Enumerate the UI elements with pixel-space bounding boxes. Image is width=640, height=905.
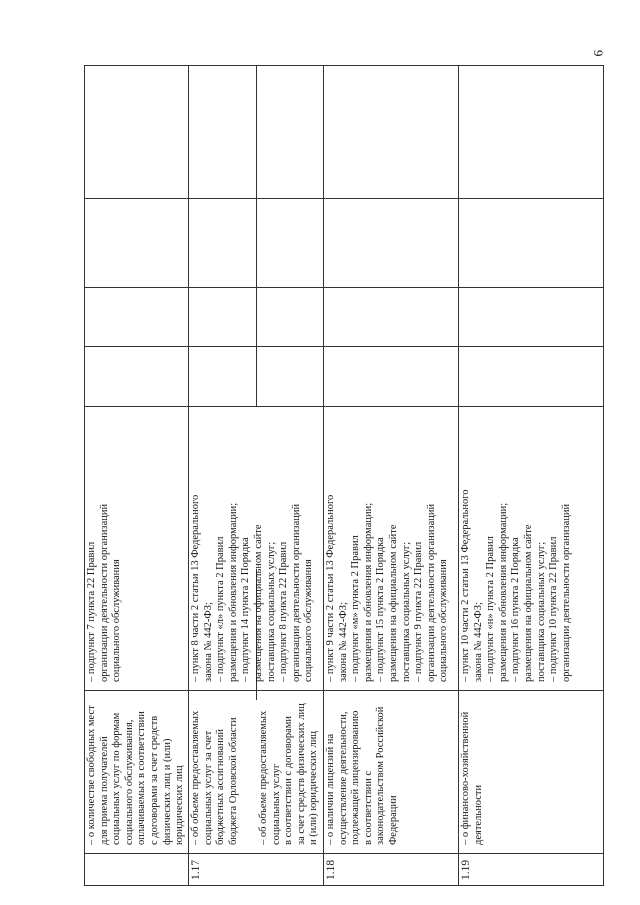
basis-cell: – подпункт 7 пункта 22 Правил организации деятельности организаций социального обслуживания <box>86 503 123 682</box>
column-divider <box>84 406 604 407</box>
row-divider <box>458 65 459 886</box>
column-divider <box>84 346 604 347</box>
table-border-right <box>603 65 604 886</box>
item-cell: – о количестве свободных мест для приема получателей социальных услуг по формам социального обслуживания, оплачиваемых в соответствии с договорами за счет средств физических лиц и (или) юридических лиц <box>86 705 186 845</box>
basis-cell: – пункт 10 части 2 статьи 13 Федерального закона № 442-ФЗ; – подпункт «н» пункта 2 Правил размещения и обновления информации; – подпункт 16 пункта 2 Порядка размещения на официальном сайте поставщика социальных услуг; – подпункт 10 пункта 22 Правил организации деятельности организаций <box>460 489 572 682</box>
row-number: 1.19 <box>460 859 472 880</box>
item-cell: – об объеме предоставляемых социальных услуг за счет бюджетных ассигнований бюджета Орловской области <box>190 710 239 845</box>
basis-cell: – пункт 8 части 2 статьи 13 Федерального закона № 442-ФЗ; – подпункт «л» пункта 2 Правил размещения и обновления информации; – подпункт 14 пункта 2 Порядка размещения на официальном сайте поставщика социальных услуг; – подпункт 8 пункта 22 Правил организации деятельности организаций социального обслуживания <box>190 494 315 682</box>
table-border-left <box>84 65 85 886</box>
item-cell: – о наличии лицензий на осуществление деятельности, подлежащей лицензированию в соответствии с законодательством Российской Федерации <box>325 706 399 845</box>
table-border-bottom <box>84 885 604 886</box>
table-border-top <box>84 65 604 66</box>
item-cell: – о финансово-хозяйственной деятельности <box>460 711 484 845</box>
row-number: 1.17 <box>190 859 202 880</box>
row-number: 1.18 <box>325 859 337 880</box>
row-divider <box>188 65 189 886</box>
page-number: 9 <box>591 50 606 57</box>
item-cell: – об объеме предоставляемых социальных услуг в соответствии с договорами за счет средств физических лиц и (или) юридических лиц <box>258 703 320 845</box>
basis-cell: – пункт 9 части 2 статьи 13 Федерального закона № 442-ФЗ; – подпункт «м» пункта 2 Правил размещения и обновления информации; – подпункт 15 пункта 2 Порядка размещения на официальном сайте поставщика социальных услуг; – подпункт 9 пункта 22 Правил организации деятельности организаций социального обслуживания <box>325 494 450 682</box>
column-divider <box>84 690 604 691</box>
row-divider <box>323 65 324 886</box>
row-divider-partial <box>256 65 257 407</box>
column-divider <box>84 287 604 288</box>
column-divider <box>84 198 604 199</box>
